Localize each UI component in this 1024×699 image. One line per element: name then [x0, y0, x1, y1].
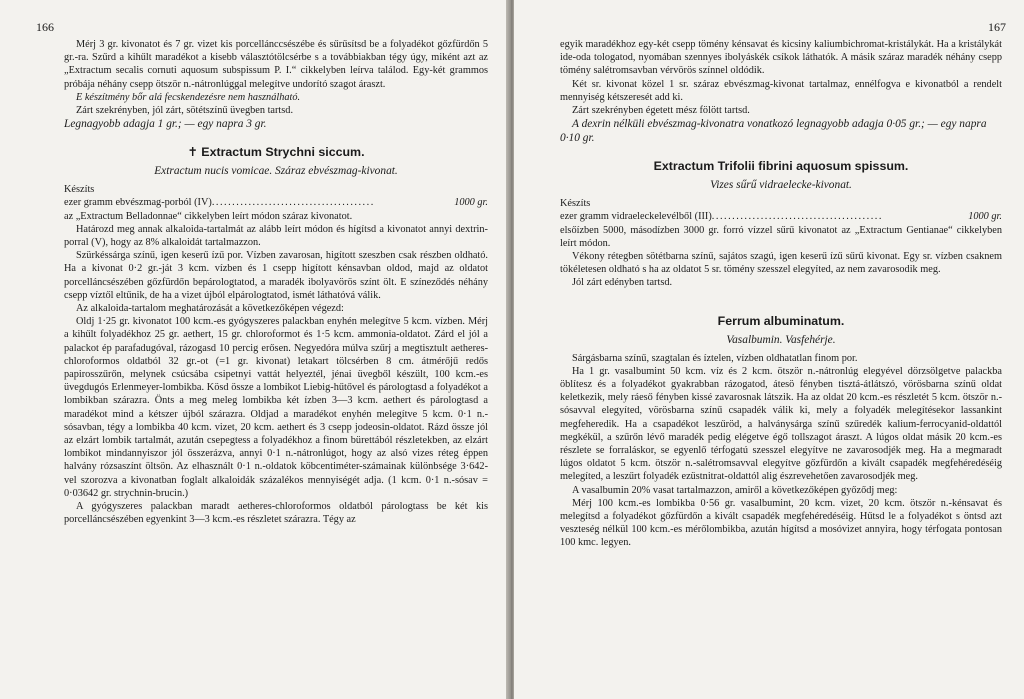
paragraph: Határozd meg annak alkaloida-tartalmát az alább leírt módon és hígítsd a kivonatot annyi dextrin-porral (V), hogy az 8% alkaloidát tartalmazzon.: [64, 223, 488, 249]
keszits-label: Készíts: [64, 184, 95, 196]
section-subtitle: Extractum nucis vomicae. Száraz ebvészmag-kivonat.: [154, 165, 398, 178]
paragraph: Ha 1 gr. vasalbumint 50 kcm. víz és 2 kcm. ötször n.-nátronlúg elegyével dörzsölgetve palackba öblítesz és a folyadékot gyakrabban rázogatod, átesö fényben tisztá-átlátszó, vörösbarna színű oldat keletkezik, mely ráeső fényben kissé zavarosnak látszik. Ha az oldat 20 kcm.-es részletét 5 kcm. ötször n.-sósavval elegyíted, vörösbarna színű csapadék válik ki, mely a folyadék melegítésekor lassankint megfeheredik. Ha a csapadékot leszűröd, a halványsárga színű szűredék kalium-ferrocyanid-oldattól megkékül, a szűrőn lévő maradék pedig elégetve égő tollszagot áraszt. A lúgos oldat másik 20 kcm.-es részlete se forraláskor, se egyenlő térfogatú szesszel elegyítve ne zavarosodjék meg. Ha a megmaradt lúgos oldatot 5 kcm. ötször n.-salétromsavval elegyítve gőzfürdőn a kivált csapadék megfehéredéséig melegíted, a leszűrt folyadék ezüstnitrat-oldattól alig észrevehetően zavarosodjék meg.: [560, 365, 1002, 483]
paragraph: Szürkéssárga színű, igen keserű ízű por. Vízben zavarosan, higított szeszben csak részben oldható. Ha a kivonat 0·2 gr.-ját 3 kcm. vízben és 1 csepp higított kénsavban oldod, majd az oldatot porcelláncsészében gőzfürdőn bepárologtatod, a maradék ibolyavörös színt ölt. E színeződés néhány csepp víztől eltűnik, de ha a vizet újból elpárologtatod, ismét láthatóvá válik.: [64, 250, 488, 301]
section-title: Extractum Trifolii fibrini aquosum spissum.: [653, 159, 909, 174]
ingredient-label: ezer gramm ebvészmag-porból (IV): [64, 197, 212, 209]
paragraph: Az alkaloida-tartalom meghatározását a következőképen végezd:: [76, 303, 344, 315]
ingredient-amount: 1000 gr.: [454, 197, 488, 209]
paragraph: elsőízben 5000, másodízben 3000 gr. forró vízzel sűrű kivonatot az „Extractum Gentianae“ cikkelyben leírt módon.: [560, 224, 1002, 249]
paragraph: Mérj 3 gr. kivonatot és 7 gr. vizet kis porcellánccsészébe és sűrűsítsd be a folyadékot gőzfürdőn 5 gr.-ra. Szűrd a kihűlt maradékot a kisebb választótölcsérbe s a továbbiakban tégy úgy, miként azt az „Extractum secalis cornuti aquosum subspissum P. I.“ cikkelyben leírva találod. Egy-két grammos próbája néhány csepp ötször n.-nátronlúggal melegítve undorító szagot áraszt.: [64, 39, 488, 90]
section-subtitle: Vizes sűrű vidraelecke-kivonat.: [710, 179, 852, 192]
section-subtitle: Vasalbumin. Vasfehérje.: [726, 333, 836, 346]
ingredient-dots: ........................................: [211, 197, 375, 209]
paragraph: egyik maradékhoz egy-két csepp tömény kénsavat és kicsiny kaliumbichromat-kristálykát. Ha a kristálykát ide-oda tologatod, nyomában szennyes ibolyáskék csíkok láthatók. A másik száraz maradék néhány csepp tömény salétromsavban vérvörös színnel oldódik.: [560, 39, 1002, 77]
paragraph: A gyógyszeres palackban maradt aetheres-chloroformos oldatból párologtass be két kis porcelláncsészében egyenkint 3—3 kcm.-es részletet szárazra. Tégy az: [64, 501, 488, 526]
paragraph: Zárt szekrényben égetett mész fölött tartsd.: [572, 105, 750, 117]
page-number: 167: [988, 20, 1006, 34]
ingredient-line: [64, 196, 488, 209]
paragraph: Sárgásbarna színű, szagtalan és íztelen, vízben oldhatatlan finom por.: [572, 352, 858, 364]
paragraph: A vasalbumin 20% vasat tartalmazzon, amiről a következőképen győződj meg:: [572, 484, 898, 496]
ingredient-dots: ..........................................: [711, 211, 883, 223]
paragraph: E készítmény bőr alá fecskendezésre nem használható.: [76, 91, 301, 103]
max-dose: A dexrin nélküli ebvészmag-kivonatra vonatkozó legnagyobb adagja 0·05 gr.; — egy napra 0·10 gr.: [560, 118, 987, 145]
paragraph: Jól zárt edényben tartsd.: [572, 277, 673, 289]
paragraph: Oldj 1·25 gr. kivonatot 100 kcm.-es gyógyszeres palackban enyhén melegítve 5 kcm. vízben. Mérj a kihűlt folyadékhoz 25 gr. aethert, 15 gr. chloroformot és 1·5 kcm. ammonia-oldatot. Zárd el jól a palackot ép parafadugóval, rázogasd 10 percig erősen. Negyedóra múlva szűrj a megtisztult aetheres-chloroformos oldatból 32 gr.-ot (=1 gr. kivonat) letakart tölcsérben 8 cm. átmérőjű redős papirosszűrőn, melynek csúcsába csipetnyi vattát helyeztél, jénai üvegből készült, 100 kcm.-es üvegdugós Erlenmeyer-lombikba. Kösd össze a lombikot Liebig-hűtővel és párologtasd a folyadékot a lombikban szárazra. Önts a meg meleg lombikba két ízben 3—3 kcm. aethert és párologtasd a maradékot mind a kétszer újból szárazra. Oldjad a maradékot enyhén melegítve 5 kcm. 0·1 n.-sósavban, tégy a lombikba 40 kcm. vizet, 20 kcm. aethert és 3 csepp jodeosin-oldatot. Rázd össze jól az elzárt lombik tartalmát, azután csepegtess a folyadékhoz a finom bürettából részletekben, az elzárt lombikot mindannyiszor jól összerázva, annyi 0·1 n.-nátronlúgot, hogy az alsó vizes réteg éppen halvány rózsaszínt öltsön. Az elhasznált 0·1 n.-oldatok köbcentiméter-számainak különbsége 3·642-vel szorozva a kivonatban foglalt alkaloidák százalékos mennyiségét adja. (1 kcm. 0·1 n.-sósav = 0·03642 gr. strychnin-brucin.): [64, 316, 488, 499]
keszits-label: Készíts: [560, 198, 591, 210]
paragraph: Mérj 100 kcm.-es lombikba 0·56 gr. vasalbumint, 20 kcm. vizet, 20 kcm. ötször n.-kénsavat és melegítsd a folyadékot gőzfürdőn a kivált csapadék megfehéredéséig. Hűtsd le a folyadékot s öntsd azt veszteség nélkül 100 kcm.-es mérőlombikba, azután hígítsd a mosóvizet annyira, hogy térfogata pontosan 100 kmc. legyen.: [560, 497, 1002, 549]
right-page: [514, 0, 1024, 699]
paragraph: Két sr. kivonat közel 1 sr. száraz ebvészmag-kivonat tartalmaz, ennélfogva e kivonatból a rendelt mennyiség kétszeresét add ki.: [560, 78, 1002, 103]
ingredient-amount: 1000 gr.: [968, 211, 1002, 223]
max-dose: Legnagyobb adagja 1 gr.; — egy napra 3 gr.: [64, 118, 267, 131]
paragraph: Vékony rétegben sötétbarna színű, sajátos szagú, igen keserű ízű sűrű kivonat. Egy sr. vízben csaknem tökéletesen oldható s ha az oldatot 5 sr. tömény szesszel elegyíted, az nem zavarosodik meg.: [560, 251, 1002, 276]
section-title: Ferrum albuminatum.: [717, 313, 845, 328]
page-number: 166: [36, 20, 54, 34]
ingredient-line: [560, 210, 1002, 223]
paragraph: Zárt szekrényben, jól zárt, sötétszínű üvegben tartsd.: [76, 105, 294, 117]
left-page: [0, 0, 510, 699]
section-title: ✝ Extractum Strychni siccum.: [187, 145, 365, 160]
ingredient-label: ezer gramm vidraeleckelevélből (III): [560, 211, 712, 223]
paragraph: az „Extractum Belladonnae“ cikkelyben leírt módon száraz kivonatot.: [64, 210, 353, 222]
